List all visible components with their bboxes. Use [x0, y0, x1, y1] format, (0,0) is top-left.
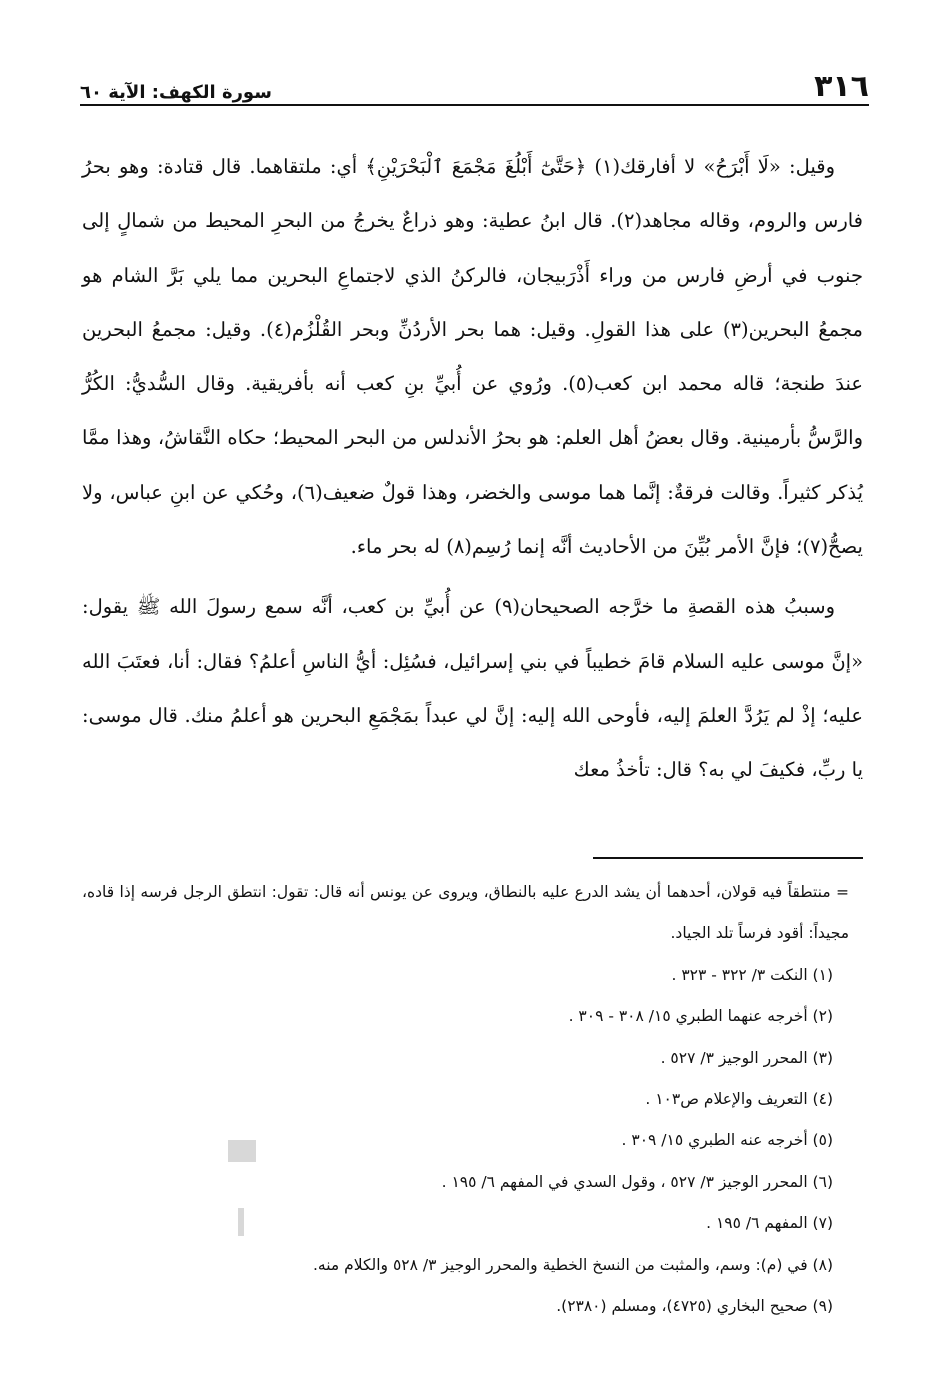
- paragraph: وسببُ هذه القصةِ ما خرَّجه الصحيحان(٩) عن أُبيِّ بن كعب، أنَّه سمع رسولَ الله ﷺ يقول: «إنَّ موسى عليه السلام قامَ خطيباً في بني إسرائيل، فسُئِل: أيُّ الناسِ أعلمُ؟ فقال: أنا، فعتَبَ الله عليه؛ إذْ لم يَرُدَّ العلمَ إليه، فأوحى الله إليه: إنَّ لي عبداً بمَجْمَعِ البحرين هو أعلمُ منك. قال موسى: يا ربِّ، فكيفَ لي به؟ قال: تأخذُ معك: [82, 595, 863, 782]
- footnotes: [82, 872, 863, 1327]
- footnote-item: (٨) في (م): وسم، والمثبت من النسخ الخطية والمحرر الوجيز ٣/ ٥٢٨ والكلام منه.: [312, 1255, 833, 1274]
- paragraph: وقيل: «لَا أَبْرَحُ» لا أفارقك(١) ﴿حَتَّىٰٓ أَبْلُغَ مَجْمَعَ ٱلْبَحْرَيْنِ﴾ أي: ملتقاهما. قال قتادة: وهو بحرُ فارس والروم، وقاله مجاهد(٢). قال ابنُ عطية: وهو ذراعٌ يخرجُ من البحرِ المحيط من شمالٍ إلى جنوب في أرضِ فارس من وراء أَذْرَبيجان، فالركنُ الذي لاجتماعِ البحرين مما يلي بَرَّ الشام هو مجمعُ البحرين(٣) على هذا القولِ. وقيل: هما بحر الأردُنِّ وبحر القُلْزُم(٤). وقيل: مجمعُ البحرين عندَ طنجة؛ قاله محمد ابن كعب(٥). ورُوي عن أُبيِّ بنِ كعب أنه بأفريقية. وقال السُّديُّ: الكُرُّ والرَّسُّ بأرمينية. وقال بعضُ أهل العلم: هو بحرُ الأندلس من البحر المحيط؛ حكاه النَّقاشُ، وهذا ممَّا يُذكر كثيراً. وقالت فرقةٌ: إنَّما هما موسى والخضر، وهذا قولٌ ضعيف(٦)، وحُكي عن ابنِ عباس، ولا يصحُّ(٧)؛ فإنَّ الأمر بُيِّنَ من الأحاديث أنَّه إنما رُسِم(٨) له بحر ماء.: [82, 155, 863, 559]
- footnote-item: (٣) المحرر الوجيز ٣/ ٥٢٧ .: [660, 1048, 833, 1067]
- footnote-item: (٩) صحيح البخاري (٤٧٢٥)، ومسلم (٢٣٨٠).: [556, 1297, 833, 1316]
- footnote-item: (٧) المفهم ٦/ ١٩٥ .: [706, 1214, 833, 1233]
- footnote-item: (٦) المحرر الوجيز ٣/ ٥٢٧ ، وقول السدي في المفهم ٦/ ١٩٥ .: [441, 1172, 833, 1191]
- footnote-item: (٥) أخرجه عنه الطبري ١٥/ ٣٠٩ .: [621, 1131, 833, 1150]
- footnote-separator: [593, 857, 863, 859]
- page-header: [80, 62, 869, 106]
- page-number: ٣١٦: [814, 69, 869, 104]
- footnote-item: (٤) التعريف والإعلام ص١٠٣ .: [645, 1090, 833, 1109]
- footnote-continuation: = منتطقاً فيه قولان، أحدهما أن يشد الدرع عليه بالنطاق، ويروى عن يونس أنه قال: تقول: انتطق الرجل فرسه إذا قاده، مجيداً: أقود فرساً تلد الجياد.: [82, 883, 849, 943]
- footnote-item: (٢) أخرجه عنهما الطبري ١٥/ ٣٠٨ - ٣٠٩ .: [568, 1007, 833, 1026]
- footnote-item: (١) النكت ٣/ ٣٢٢ - ٣٢٣ .: [671, 965, 833, 984]
- scan-speck: [238, 1208, 244, 1236]
- scan-speck: [228, 1140, 256, 1162]
- running-title: سورة الكهف: الآية ٦٠: [80, 82, 272, 103]
- main-text: [82, 140, 863, 798]
